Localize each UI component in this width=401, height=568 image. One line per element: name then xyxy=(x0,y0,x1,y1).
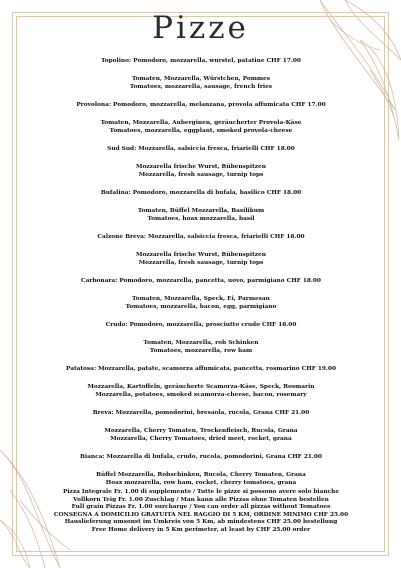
menu-item-line: Bianca: Mozzarella di bufala, crudo, rucola, pomodorini, Grana CHF 21.00 xyxy=(80,454,322,460)
menu-item-line: Tomatoes, mozzarella, row ham xyxy=(149,348,253,354)
menu-item-line: Tomatoes, mozzarella, sausage, french fries xyxy=(129,84,273,90)
menu-item-line: Mozzarella, fresh sausage, turnip tops xyxy=(138,172,264,178)
menu-item-line: Mozzarella, Cherry Tomatoes, dried meet, rocket, grana xyxy=(110,436,292,442)
page-title: Pizze xyxy=(152,10,249,46)
menu-item-line: Provolona: Pomodoro, mozzarella, melanzana, provola affumicata CHF 17.00 xyxy=(76,102,326,108)
menu-item-line: Hoax mozzarella, row ham, rocket, cherry tomatoes, grana xyxy=(105,480,297,486)
menu-item-line: Büffel Mozzarella, Rohschinken, Rucola, Cherry Tomaten, Grana xyxy=(96,472,306,478)
menu-item xyxy=(36,409,366,417)
menu-item-translation xyxy=(36,119,366,135)
menu-item-line: Tomaten, Mozzarella, Speck, Ei, Parmesan xyxy=(132,296,270,302)
menu-item-line: Tomatoes, mozzarella, eggplant, smoked provola-cheese xyxy=(109,128,293,134)
menu-item-line: Patatosa: Mozzarella, patate, scamorza affumicata, pancetta, rosmarino CHF 19.00 xyxy=(65,366,336,372)
menu-item xyxy=(36,189,366,197)
menu-item-line: Mozzarella, fresh sausage, turnip tops xyxy=(138,260,264,266)
menu-item-line: Tomaten, Mozzarella, Würstchen, Pommes xyxy=(131,76,271,82)
menu-item-line: Tomaten, Büffel Mozzarella, Basilikum xyxy=(137,208,265,214)
menu-item xyxy=(36,101,366,109)
menu-item xyxy=(36,277,366,285)
menu-item-line: Breva: Mozzarella, pomodorini, bresaola, rucola, Grana CHF 21.00 xyxy=(92,410,310,416)
menu-item xyxy=(36,57,366,65)
menu-item-line: Mozzarella frische Wurst, Rübenspitzen xyxy=(136,252,266,258)
menu-item-line: Tomaten, Mozzarella, roh Schinken xyxy=(143,340,259,346)
footer-line: Full grain Pizzas Fr. 1.00 surcharge / You can order all pizzas without Tomatoes xyxy=(71,504,331,511)
menu-item xyxy=(36,233,366,241)
menu-item-translation xyxy=(36,251,366,267)
menu-item-line: Topolino: Pomodoro, mozzarella, wurstel, patatine CHF 17.00 xyxy=(101,58,301,64)
menu-item-line: Mozzarella, Cherry Tomaten, Trockenfleisch, Rucola, Grana xyxy=(104,428,298,434)
menu-item-translation xyxy=(36,207,366,223)
menu-list xyxy=(36,57,366,497)
menu-item-line: Sud Sud: Mozzarella, salsiccia fresca, friarielli CHF 18.00 xyxy=(107,146,295,152)
menu-item-line: Mozzarella, potatoes, smoked scamorza-cheese, bacon, rosemary xyxy=(95,392,307,398)
menu-item xyxy=(36,145,366,153)
menu-item-line: Tomaten, Mozzarella, Auberginen, geräucherter Provola-Käse xyxy=(100,120,302,126)
menu-item xyxy=(36,453,366,461)
footer-line: Hauslieferung umsonst im Umkreis von 5 Km, ab mindestens CHF 25.00 bestellung xyxy=(64,519,338,526)
menu-item-line: Mozzarella, Kartoffeln, geräucherte Scamorza-Käse, Speck, Rosmarin xyxy=(87,384,315,390)
menu-item xyxy=(36,321,366,329)
menu-item-line: Mozzarella frische Wurst, Rübenspitzen xyxy=(136,164,266,170)
footer-line: Pizza Integrale Fr. 1.00 di supplemento / Tutte le pizze si possono avere solo bianche xyxy=(62,489,340,495)
menu-item-translation xyxy=(36,383,366,399)
menu-item-line: Tomatoes, mozzarella, bacon, egg, parmigiano xyxy=(125,304,277,310)
footer-line: Vollkorn Teig Fr. 1.00 Zuschlag / Man kann alle Pizzas ohne Tomaten bestellen xyxy=(73,496,329,503)
menu-item-translation xyxy=(36,75,366,91)
footer-line: Free Home delivery in 5 Km perimeter, at least by CHF 25.00 order xyxy=(91,526,311,533)
menu-item-translation xyxy=(36,339,366,355)
menu-item-line: Carbonara: Pomodoro, mozzarella, pancetta, uovo, parmigiano CHF 18.00 xyxy=(81,278,321,284)
menu-item-line: Bufalina: Pomodoro, mozzarella di bufala, basilico CHF 18.00 xyxy=(100,190,302,196)
menu-item-line: Crudo: Pomodoro, mozzarella, prosciutto crudo CHF 18.00 xyxy=(105,322,297,328)
menu-item-translation xyxy=(36,427,366,443)
menu-item xyxy=(36,365,366,373)
menu-item-line: Calzone Breva: Mozzarella, salsiccia fresca, friarielli CHF 18.00 xyxy=(97,234,305,240)
menu-item-line: Tomatoes, hoax mozzarella, basil xyxy=(147,216,255,222)
footer-line: CONSEGNA A DOMICILIO GRATUITA NEL RAGGIO DI 5 KM, ORDINE MINIMO CHF 25.00 xyxy=(53,511,349,518)
menu-item-translation xyxy=(36,163,366,179)
menu-item-translation xyxy=(36,295,366,311)
menu-item-translation xyxy=(36,471,366,487)
footer-notes xyxy=(36,489,366,535)
